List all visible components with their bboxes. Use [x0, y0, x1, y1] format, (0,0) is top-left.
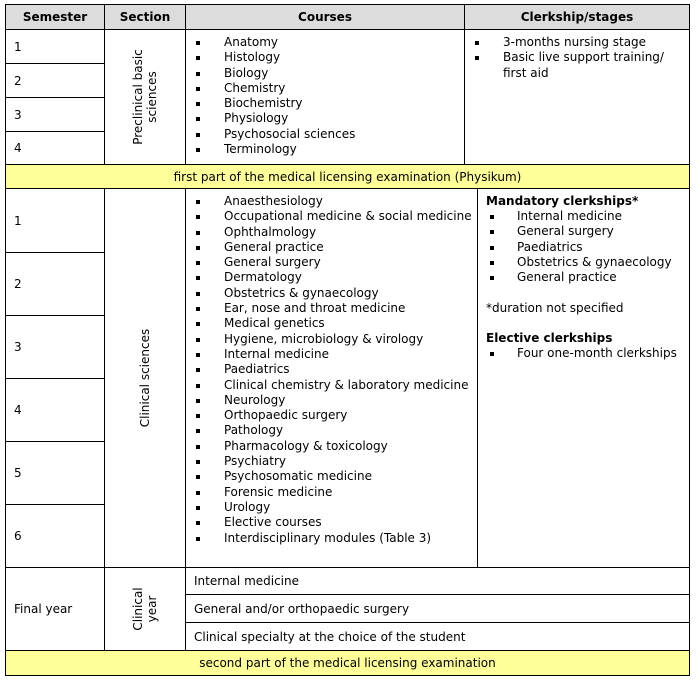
list-item: Elective courses: [194, 515, 472, 530]
list-item: 3-months nursing stage: [473, 35, 664, 50]
bullet-icon: [475, 41, 479, 45]
exam1-text: first part of the medical licensing examination (Physikum): [173, 169, 522, 184]
bullet-icon: [196, 368, 200, 372]
bullet-icon: [196, 72, 200, 76]
exam2-text: second part of the medical licensing examination: [199, 656, 496, 670]
bullet-icon: [196, 56, 200, 60]
list-item: Psychiatry: [194, 454, 472, 469]
list-item: Clinical chemistry & laboratory medicine: [194, 378, 472, 393]
header-clerkship-label: Clerkship/stages: [520, 10, 634, 24]
semester-label: 1: [14, 213, 22, 228]
exam1-row: [6, 165, 689, 188]
final-year-row: General and/or orthopaedic surgery: [194, 601, 410, 616]
bullet-icon: [196, 521, 200, 525]
list-item: General surgery: [194, 255, 472, 270]
clinical-course-list: [194, 194, 472, 546]
list-item: Internal medicine: [488, 209, 672, 224]
list-item: Paediatrics: [488, 240, 672, 255]
semester-label: 6: [14, 529, 22, 543]
bullet-icon: [196, 87, 200, 91]
list-item: Physiology: [194, 111, 355, 126]
final-year-row: Internal medicine: [194, 574, 300, 588]
bullet-icon: [196, 475, 200, 479]
preclinical-section-line1: Preclinical basic: [131, 49, 145, 145]
exam2-row: [6, 651, 689, 675]
header-courses-label: Courses: [298, 10, 352, 24]
semester-label: 3: [14, 107, 22, 122]
list-item: Basic live support training/: [473, 50, 664, 65]
bullet-icon: [490, 246, 494, 250]
bullet-icon: [196, 322, 200, 326]
bullet-icon: [196, 537, 200, 541]
preclinical-semester: [6, 132, 104, 164]
preclinical-semester: [6, 64, 104, 97]
semester-label: 2: [14, 73, 22, 88]
list-item: General practice: [194, 240, 472, 255]
list-item: Biology: [194, 66, 355, 81]
list-item: Obstetrics & gynaecology: [488, 255, 672, 270]
elective-clerkships-title: Elective clerkships: [486, 331, 613, 345]
list-item: Paediatrics: [194, 362, 472, 377]
bullet-icon: [490, 276, 494, 280]
list-item: Four one-month clerkships: [488, 346, 677, 361]
preclinical-section-line2: sciences: [145, 71, 159, 123]
header-section-label: Section: [119, 10, 171, 24]
bullet-icon: [196, 292, 200, 296]
header-semester: [6, 5, 104, 29]
list-item: General practice: [488, 270, 672, 285]
bullet-icon: [196, 41, 200, 45]
preclinical-clerkship-list: [473, 35, 664, 81]
list-item: Interdisciplinary modules (Table 3): [194, 531, 472, 546]
list-item: Pathology: [194, 423, 472, 438]
preclinical-semester: [6, 98, 104, 131]
clinical-semester: [6, 505, 104, 567]
header-semester-label: Semester: [22, 10, 88, 24]
list-item: Psychosocial sciences: [194, 127, 355, 142]
list-item: Anaesthesiology: [194, 194, 472, 209]
list-item: Biochemistry: [194, 96, 355, 111]
list-item: Ophthalmology: [194, 225, 472, 240]
semester-label: 4: [14, 141, 22, 155]
clinical-semester: [6, 253, 104, 315]
semester-label: 5: [14, 466, 22, 480]
preclinical-section-label: [131, 49, 159, 145]
semester-label: 2: [14, 277, 22, 291]
list-item: Forensic medicine: [194, 485, 472, 500]
list-item: Neurology: [194, 393, 472, 408]
semester-label: Final year: [14, 602, 73, 616]
header-clerkship: [465, 5, 689, 29]
bullet-icon: [196, 246, 200, 250]
header-courses: [186, 5, 464, 29]
bullet-icon: [490, 215, 494, 219]
final-year-row: Clinical specialty at the choice of the student: [194, 629, 466, 644]
list-item: Hygiene, microbiology & virology: [194, 332, 472, 347]
bullet-icon: [196, 338, 200, 342]
mandatory-clerkships-title: Mandatory clerkships*: [486, 194, 639, 208]
bullet-icon: [196, 102, 200, 106]
header-section: [105, 5, 185, 29]
bullet-icon: [196, 117, 200, 121]
final-year-section-label: Clinical year: [131, 587, 159, 631]
list-item: Pharmacology & toxicology: [194, 439, 472, 454]
bullet-icon: [475, 56, 479, 60]
list-item: Dermatology: [194, 270, 472, 285]
bullet-icon: [196, 460, 200, 464]
bullet-icon: [196, 399, 200, 403]
bullet-icon: [196, 200, 200, 204]
bullet-icon: [196, 133, 200, 137]
preclinical-semester: [6, 30, 104, 63]
mandatory-clerkship-list: [488, 209, 672, 285]
list-item: Obstetrics & gynaecology: [194, 286, 472, 301]
list-item: Ear, nose and throat medicine: [194, 301, 472, 316]
clinical-section-label: Clinical sciences: [138, 328, 152, 428]
list-item: Medical genetics: [194, 316, 472, 331]
bullet-icon: [196, 215, 200, 219]
semester-label: 3: [14, 340, 22, 354]
semester-label: 1: [14, 39, 22, 54]
bullet-icon: [196, 384, 200, 388]
list-item: first aid: [503, 65, 549, 80]
bullet-icon: [490, 261, 494, 265]
bullet-icon: [196, 445, 200, 449]
bullet-icon: [196, 307, 200, 311]
bullet-icon: [196, 491, 200, 495]
list-item: Chemistry: [194, 81, 355, 96]
preclinical-course-list: [194, 35, 355, 157]
bullet-icon: [196, 429, 200, 433]
clinical-semester: [6, 189, 104, 252]
list-item: Internal medicine: [194, 347, 472, 362]
list-item: Histology: [194, 50, 355, 65]
semester-label: 4: [14, 403, 22, 417]
bullet-icon: [196, 261, 200, 265]
clinical-semester: [6, 379, 104, 441]
list-item: General surgery: [488, 224, 672, 239]
elective-clerkship-list: [488, 346, 677, 361]
list-item: Urology: [194, 500, 472, 515]
list-item: Terminology: [194, 142, 355, 157]
list-item: Psychosomatic medicine: [194, 469, 472, 484]
clinical-semester: [6, 442, 104, 504]
bullet-icon: [196, 276, 200, 280]
bullet-icon: [196, 231, 200, 235]
bullet-icon: [196, 353, 200, 357]
bullet-icon: [490, 352, 494, 356]
list-item: Occupational medicine & social medicine: [194, 209, 472, 224]
bullet-icon: [196, 414, 200, 418]
final-year-semester: [6, 568, 104, 650]
bullet-icon: [196, 148, 200, 152]
duration-footnote: *duration not specified: [486, 301, 624, 315]
clinical-semester: [6, 316, 104, 378]
bullet-icon: [490, 230, 494, 234]
list-item: Orthopaedic surgery: [194, 408, 472, 423]
list-item: Anatomy: [194, 35, 355, 50]
bullet-icon: [196, 506, 200, 510]
